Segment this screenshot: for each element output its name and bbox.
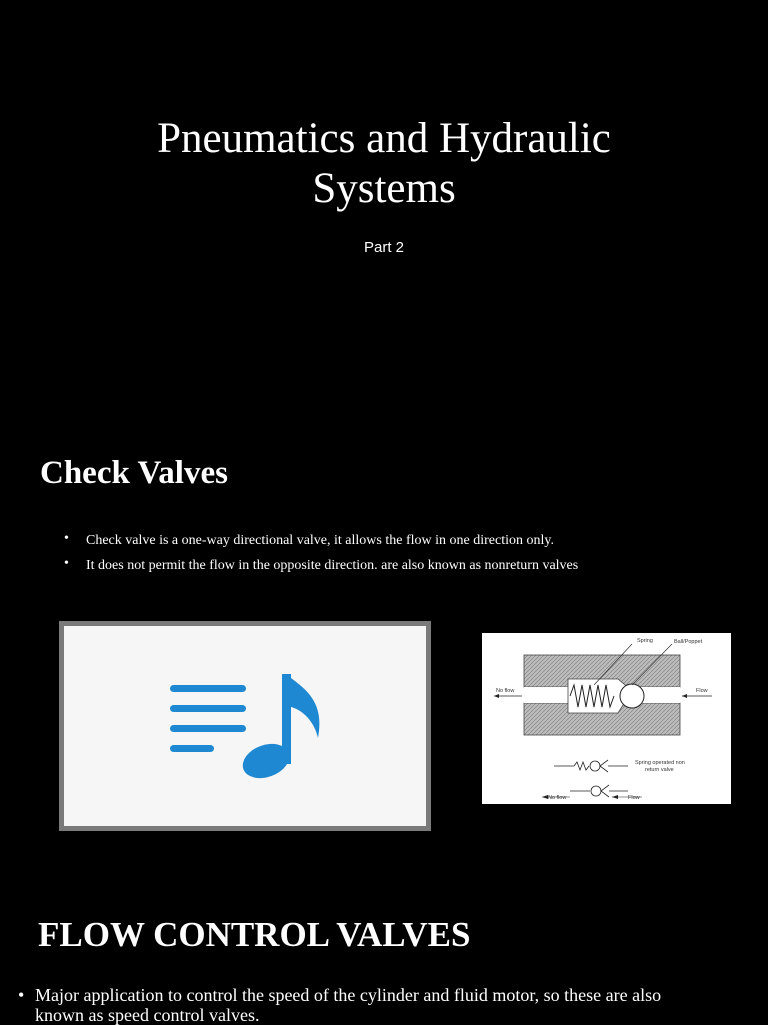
flow-control-valves-heading: FLOW CONTROL VALVES [38,915,471,954]
check-valve-bullet-1 [64,531,554,550]
label-spring-operated-1: Spring operated non [635,760,685,766]
music-playlist-icon [64,626,426,826]
title-slide [0,0,768,420]
label-spring: Spring [637,638,653,644]
presentation-subtitle: Part 2 [363,239,405,256]
label-ball-poppet: Ball/Poppet [674,639,703,645]
flow-bullet-line-2: known as speed control valves. [35,1005,260,1025]
bullet-dot: • [64,556,69,571]
label-flow-bottom: Flow [628,795,640,801]
label-flow-right: Flow [696,688,708,694]
bullet-dot: • [18,985,25,1005]
check-valves-heading: Check Valves [40,455,228,491]
bullet-text: It does not permit the flow in the opposite direction. are also known as nonreturn valves [86,558,579,573]
flow-control-bullet [18,985,755,1025]
title-line-2: Systems [312,165,456,212]
bullet-dot: • [64,531,69,546]
check-valve-diagram [482,633,731,804]
label-no-flow-left: No flow [496,688,515,694]
audio-media-frame [64,626,426,826]
check-valve-bullet-2 [64,556,579,575]
label-spring-operated-2: return valve [645,767,674,773]
bullet-text: Check valve is a one-way directional valve, it allows the flow in one direction only. [86,533,554,548]
flow-bullet-line-1: Major application to control the speed of the cylinder and fluid motor, so these are also [35,985,662,1005]
audio-media-placeholder[interactable] [59,621,431,831]
title-line-1: Pneumatics and Hydraulic [157,115,611,162]
label-no-flow-bottom: No flow [548,795,567,801]
check-valve-diagram-svg [482,633,731,804]
presentation-title [0,114,768,214]
